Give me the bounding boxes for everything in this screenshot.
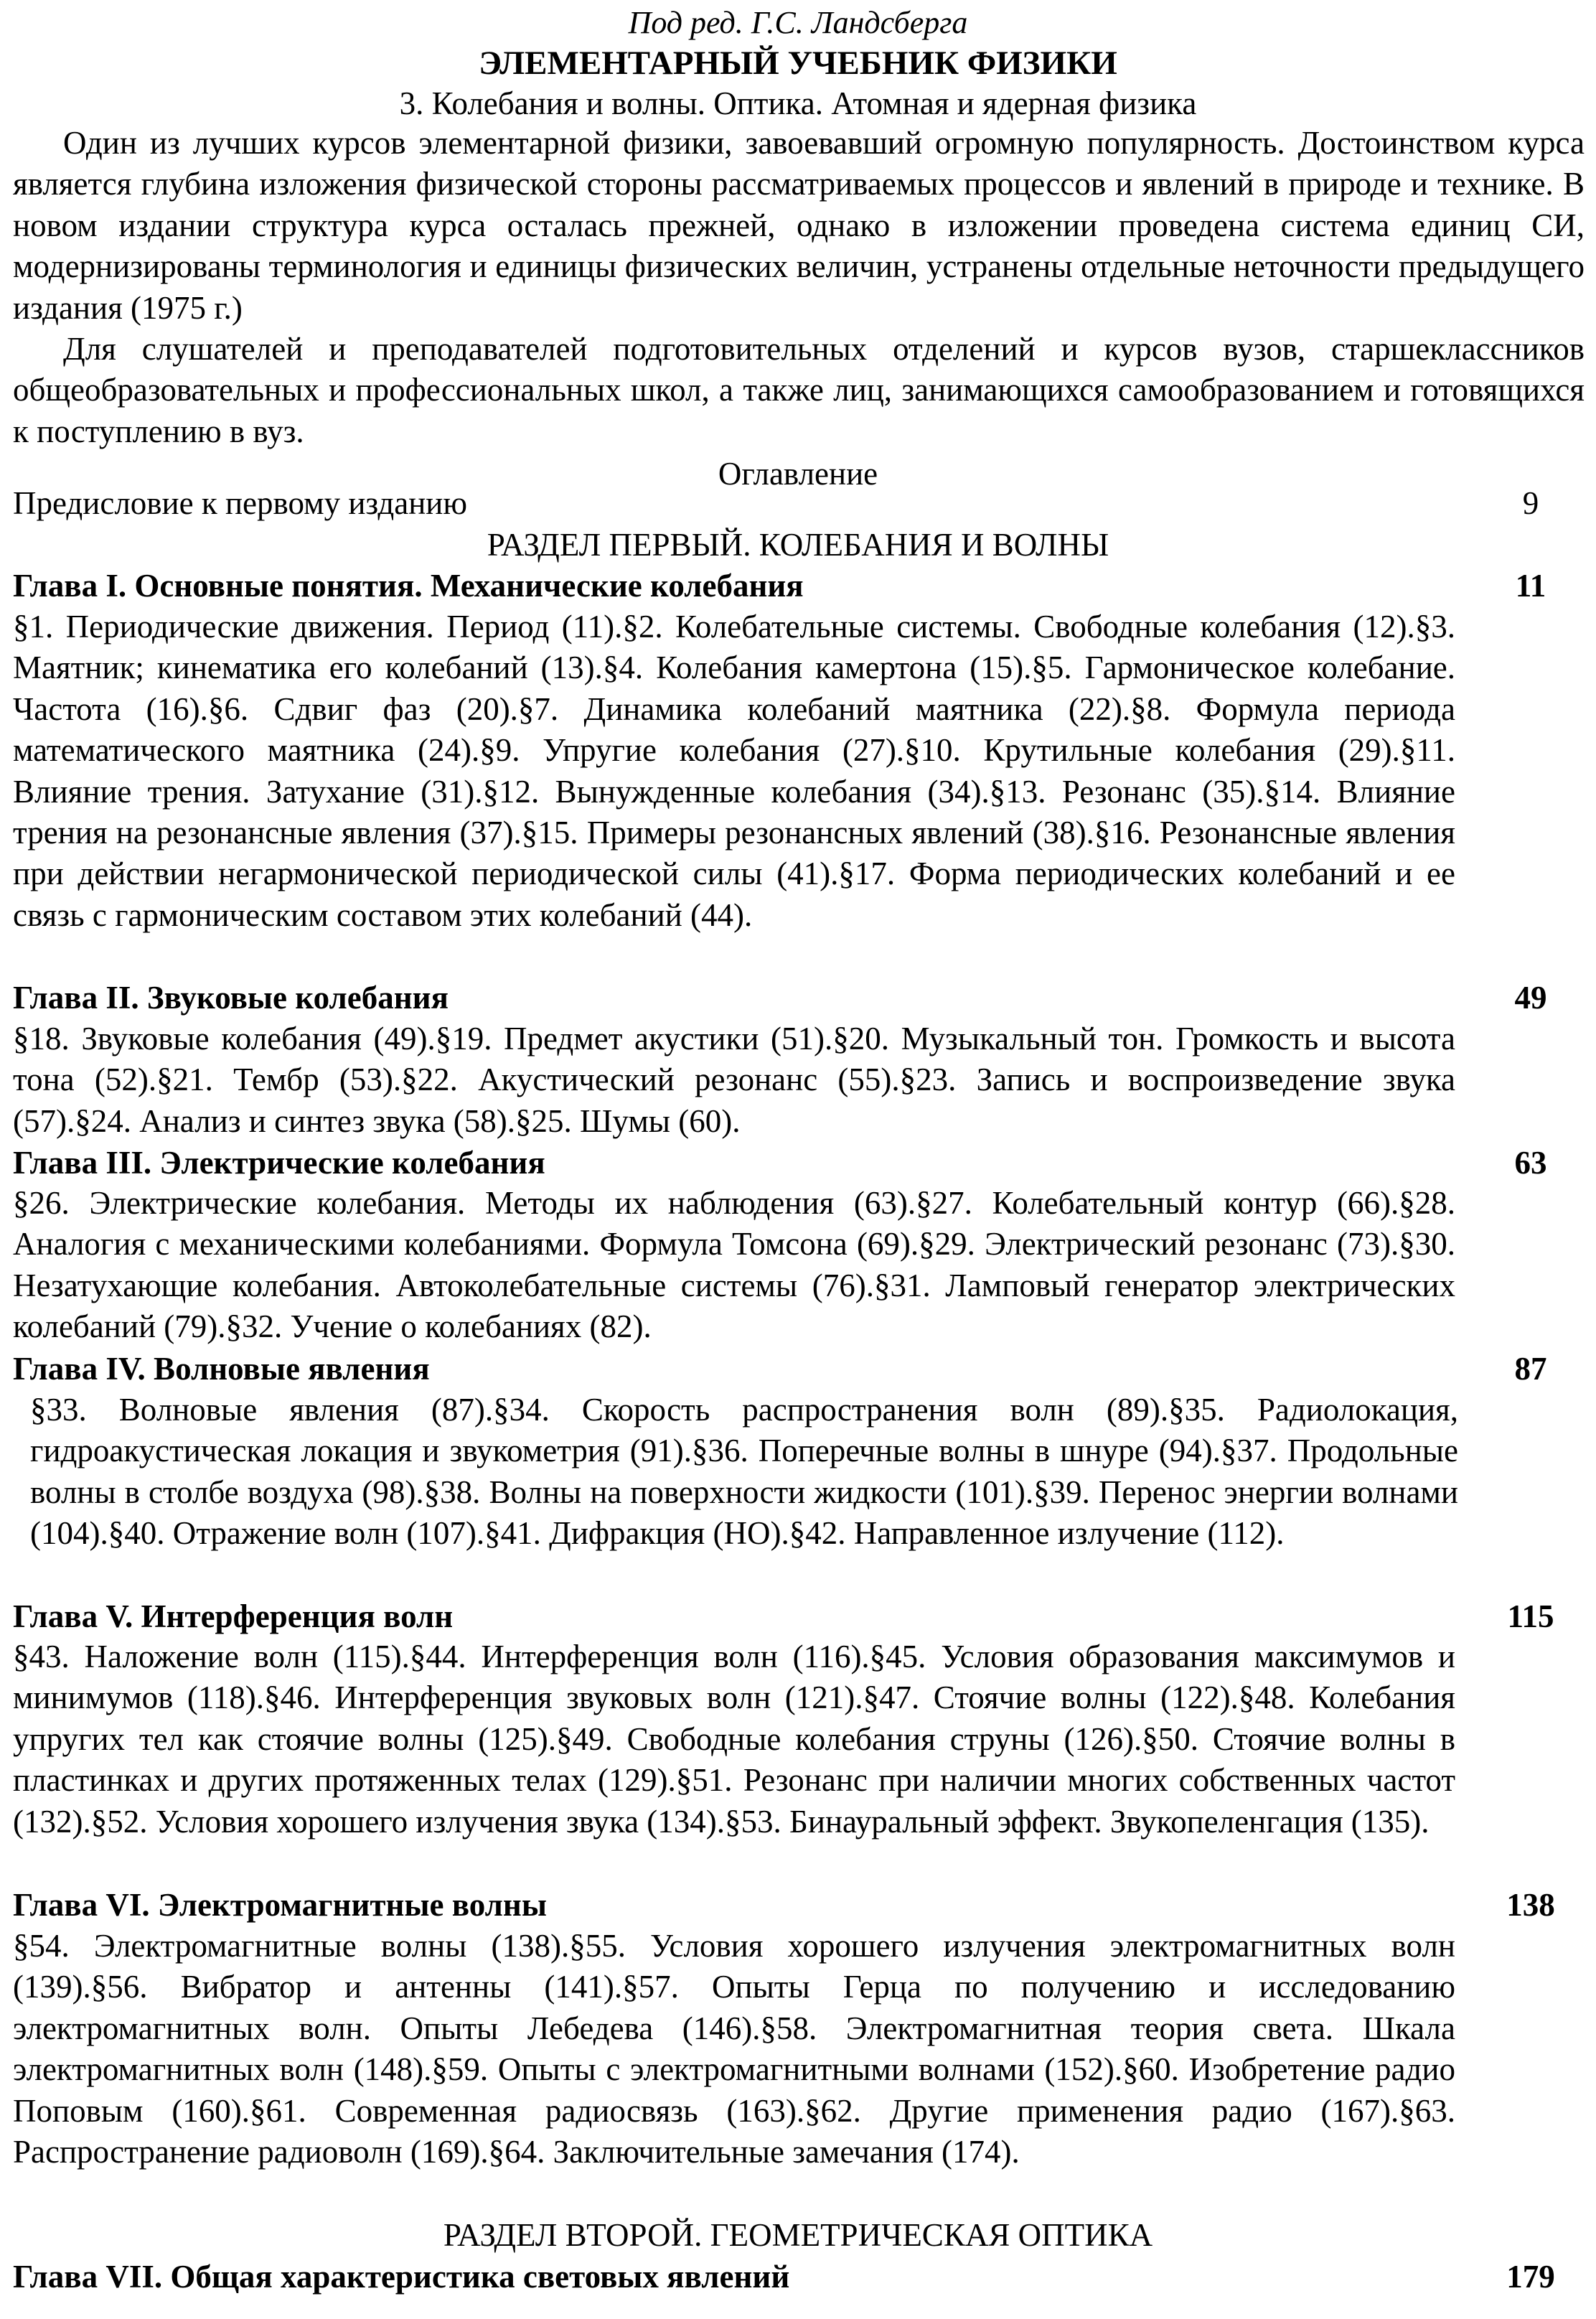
toc-preface-label: Предисловие к первому изданию — [13, 485, 468, 521]
toc-chapter-page: 87 — [1514, 1351, 1547, 1387]
toc-chapter-title: Глава VI. Электромагнитные волны — [13, 1887, 547, 1923]
toc-chapter-title: Глава III. Электрические колебания — [13, 1145, 545, 1181]
toc-chapter-6-row — [13, 1884, 1570, 1926]
book-editor: Под ред. Г.С. Ландсберга — [628, 5, 968, 40]
toc-chapter-title: Глава IV. Волновые явления — [13, 1351, 430, 1387]
toc-chapter-4-entries: §33. Волновые явления (87).§34. Скорость распространения волн (89).§35. Радиолокация, гидроакустическая локация и звукометрия (91).§36. Поперечные волны в шнуре (94).§37. Продольные волны в столбе воздуха (98).§38. Волны на поверхности жидкости (101).§39. Перенос энергии волнами (104).§40. Отражение волн (107).§41. Дифракция (НО).§42. Направленное излучение (112). — [30, 1392, 1458, 1552]
audience-paragraph: Для слушателей и преподавателей подготовительных отделений и курсов вузов, старшеклассников общеобразовательных и профессиональных школ, а также лиц, занимающихся самообразованием и готовящихся к поступлению в вуз. — [13, 331, 1585, 449]
toc-chapter-1-entries: §1. Периодические движения. Период (11).§2. Колебательные системы. Свободные колебания (12).§3. Маятник; кинематика его колебаний (13).§4. Колебания камертона (15).§5. Гармоническое колебание. Частота (16).§6. Сдвиг фаз (20).§7. Динамика колебаний маятника (22).§8. Формула периода математического маятника (24).§9. Упругие колебания (27).§10. Крутильные колебания (29).§11. Влияние трения. Затухание (31).§12. Вынужденные колебания (34).§13. Резонанс (35).§14. Влияние трения на резонансные явления (37).§15. Примеры резонансных явлений (38).§16. Резонансные явления при действии негармонической периодической силы (41).§17. Форма периодических колебаний и ее связь с гармоническим составом этих колебаний (44). — [13, 609, 1455, 933]
book-volume-subtitle: 3. Колебания и волны. Оптика. Атомная и ядерная физика — [399, 85, 1197, 121]
toc-preface-page: 9 — [1522, 485, 1539, 521]
toc-chapter-page: 11 — [1515, 568, 1546, 604]
annotation-paragraph: Один из лучших курсов элементарной физики, завоевавший огромную популярность. Достоинством курса является глубина изложения физической стороны рассматриваемых процессов и явлений в природе и технике. В новом издании структура курса осталась прежней, однако в изложении проведена система единиц СИ, модернизированы терминология и единицы физических величин, устранены отдельные неточности предыдущего издания (1975 г.) — [13, 125, 1585, 326]
toc-chapter-title: Глава II. Звуковые колебания — [13, 980, 449, 1016]
toc-chapter-page: 138 — [1506, 1887, 1555, 1923]
toc-chapter-5-row — [13, 1596, 1570, 1637]
toc-chapter-5-entries: §43. Наложение волн (115).§44. Интерференция волн (116).§45. Условия образования максимумов и минимумов (118).§46. Интерференция звуковых волн (121).§47. Стоячие волны (122).§48. Колебания упругих тел как стоячие волны (125).§49. Свободные колебания струны (126).§50. Стоячие волны в пластинках и других протяженных телах (129).§51. Резонанс при наличии многих собственных частот (132).§52. Условия хорошего излучения звука (134).§53. Бинауральный эффект. Звукопеленгация (135). — [13, 1639, 1455, 1840]
toc-chapter-2-entries: §18. Звуковые колебания (49).§19. Предмет акустики (51).§20. Музыкальный тон. Громкость и высота тона (52).§21. Тембр (53).§22. Акустический резонанс (55).§23. Запись и воспроизведение звука (57).§24. Анализ и синтез звука (58).§25. Шумы (60). — [13, 1021, 1455, 1139]
toc-chapter-3-entries: §26. Электрические колебания. Методы их наблюдения (63).§27. Колебательный контур (66).§28. Аналогия с механическими колебаниями. Формула Томсона (69).§29. Электрический резонанс (73).§30. Незатухающие колебания. Автоколебательные системы (76).§31. Ламповый генератор электрических колебаний (79).§32. Учение о колебаниях (82). — [13, 1185, 1455, 1345]
toc-section-2: РАЗДЕЛ ВТОРОЙ. ГЕОМЕТРИЧЕСКАЯ ОПТИКА — [443, 2217, 1153, 2253]
toc-chapter-title: Глава I. Основные понятия. Механические колебания — [13, 568, 804, 604]
toc-chapter-7-row — [13, 2256, 1570, 2297]
toc-section-1: РАЗДЕЛ ПЕРВЫЙ. КОЛЕБАНИЯ И ВОЛНЫ — [487, 527, 1109, 563]
toc-chapter-page: 179 — [1506, 2259, 1555, 2295]
toc-chapter-title: Глава V. Интерференция волн — [13, 1598, 454, 1634]
book-title: ЭЛЕМЕНТАРНЫЙ УЧЕБНИК ФИЗИКИ — [479, 44, 1117, 82]
toc-chapter-page: 49 — [1514, 980, 1547, 1016]
toc-preface-row — [13, 482, 1570, 524]
toc-chapter-1-row — [13, 565, 1570, 606]
toc-chapter-3-row — [13, 1142, 1570, 1184]
toc-chapter-2-row — [13, 977, 1570, 1018]
toc-chapter-page: 63 — [1514, 1145, 1547, 1181]
toc-chapter-4-row — [13, 1348, 1570, 1390]
toc-chapter-title: Глава VII. Общая характеристика световых явлений — [13, 2259, 790, 2295]
toc-chapter-6-entries: §54. Электромагнитные волны (138).§55. Условия хорошего излучения электромагнитных волн (139).§56. Вибратор и антенны (141).§57. Опыты Герца по получению и исследованию электромагнитных волн. Опыты Лебедева (146).§58. Электромагнитная теория света. Шкала электромагнитных волн (148).§59. Опыты с электромагнитными волнами (152).§60. Изобретение радио Поповым (160).§61. Современная радиосвязь (163).§62. Другие применения радио (167).§63. Распространение радиоволн (169).§64. Заключительные замечания (174). — [13, 1928, 1455, 2170]
toc-heading: Оглавление — [718, 456, 878, 492]
toc-chapter-page: 115 — [1507, 1598, 1554, 1634]
